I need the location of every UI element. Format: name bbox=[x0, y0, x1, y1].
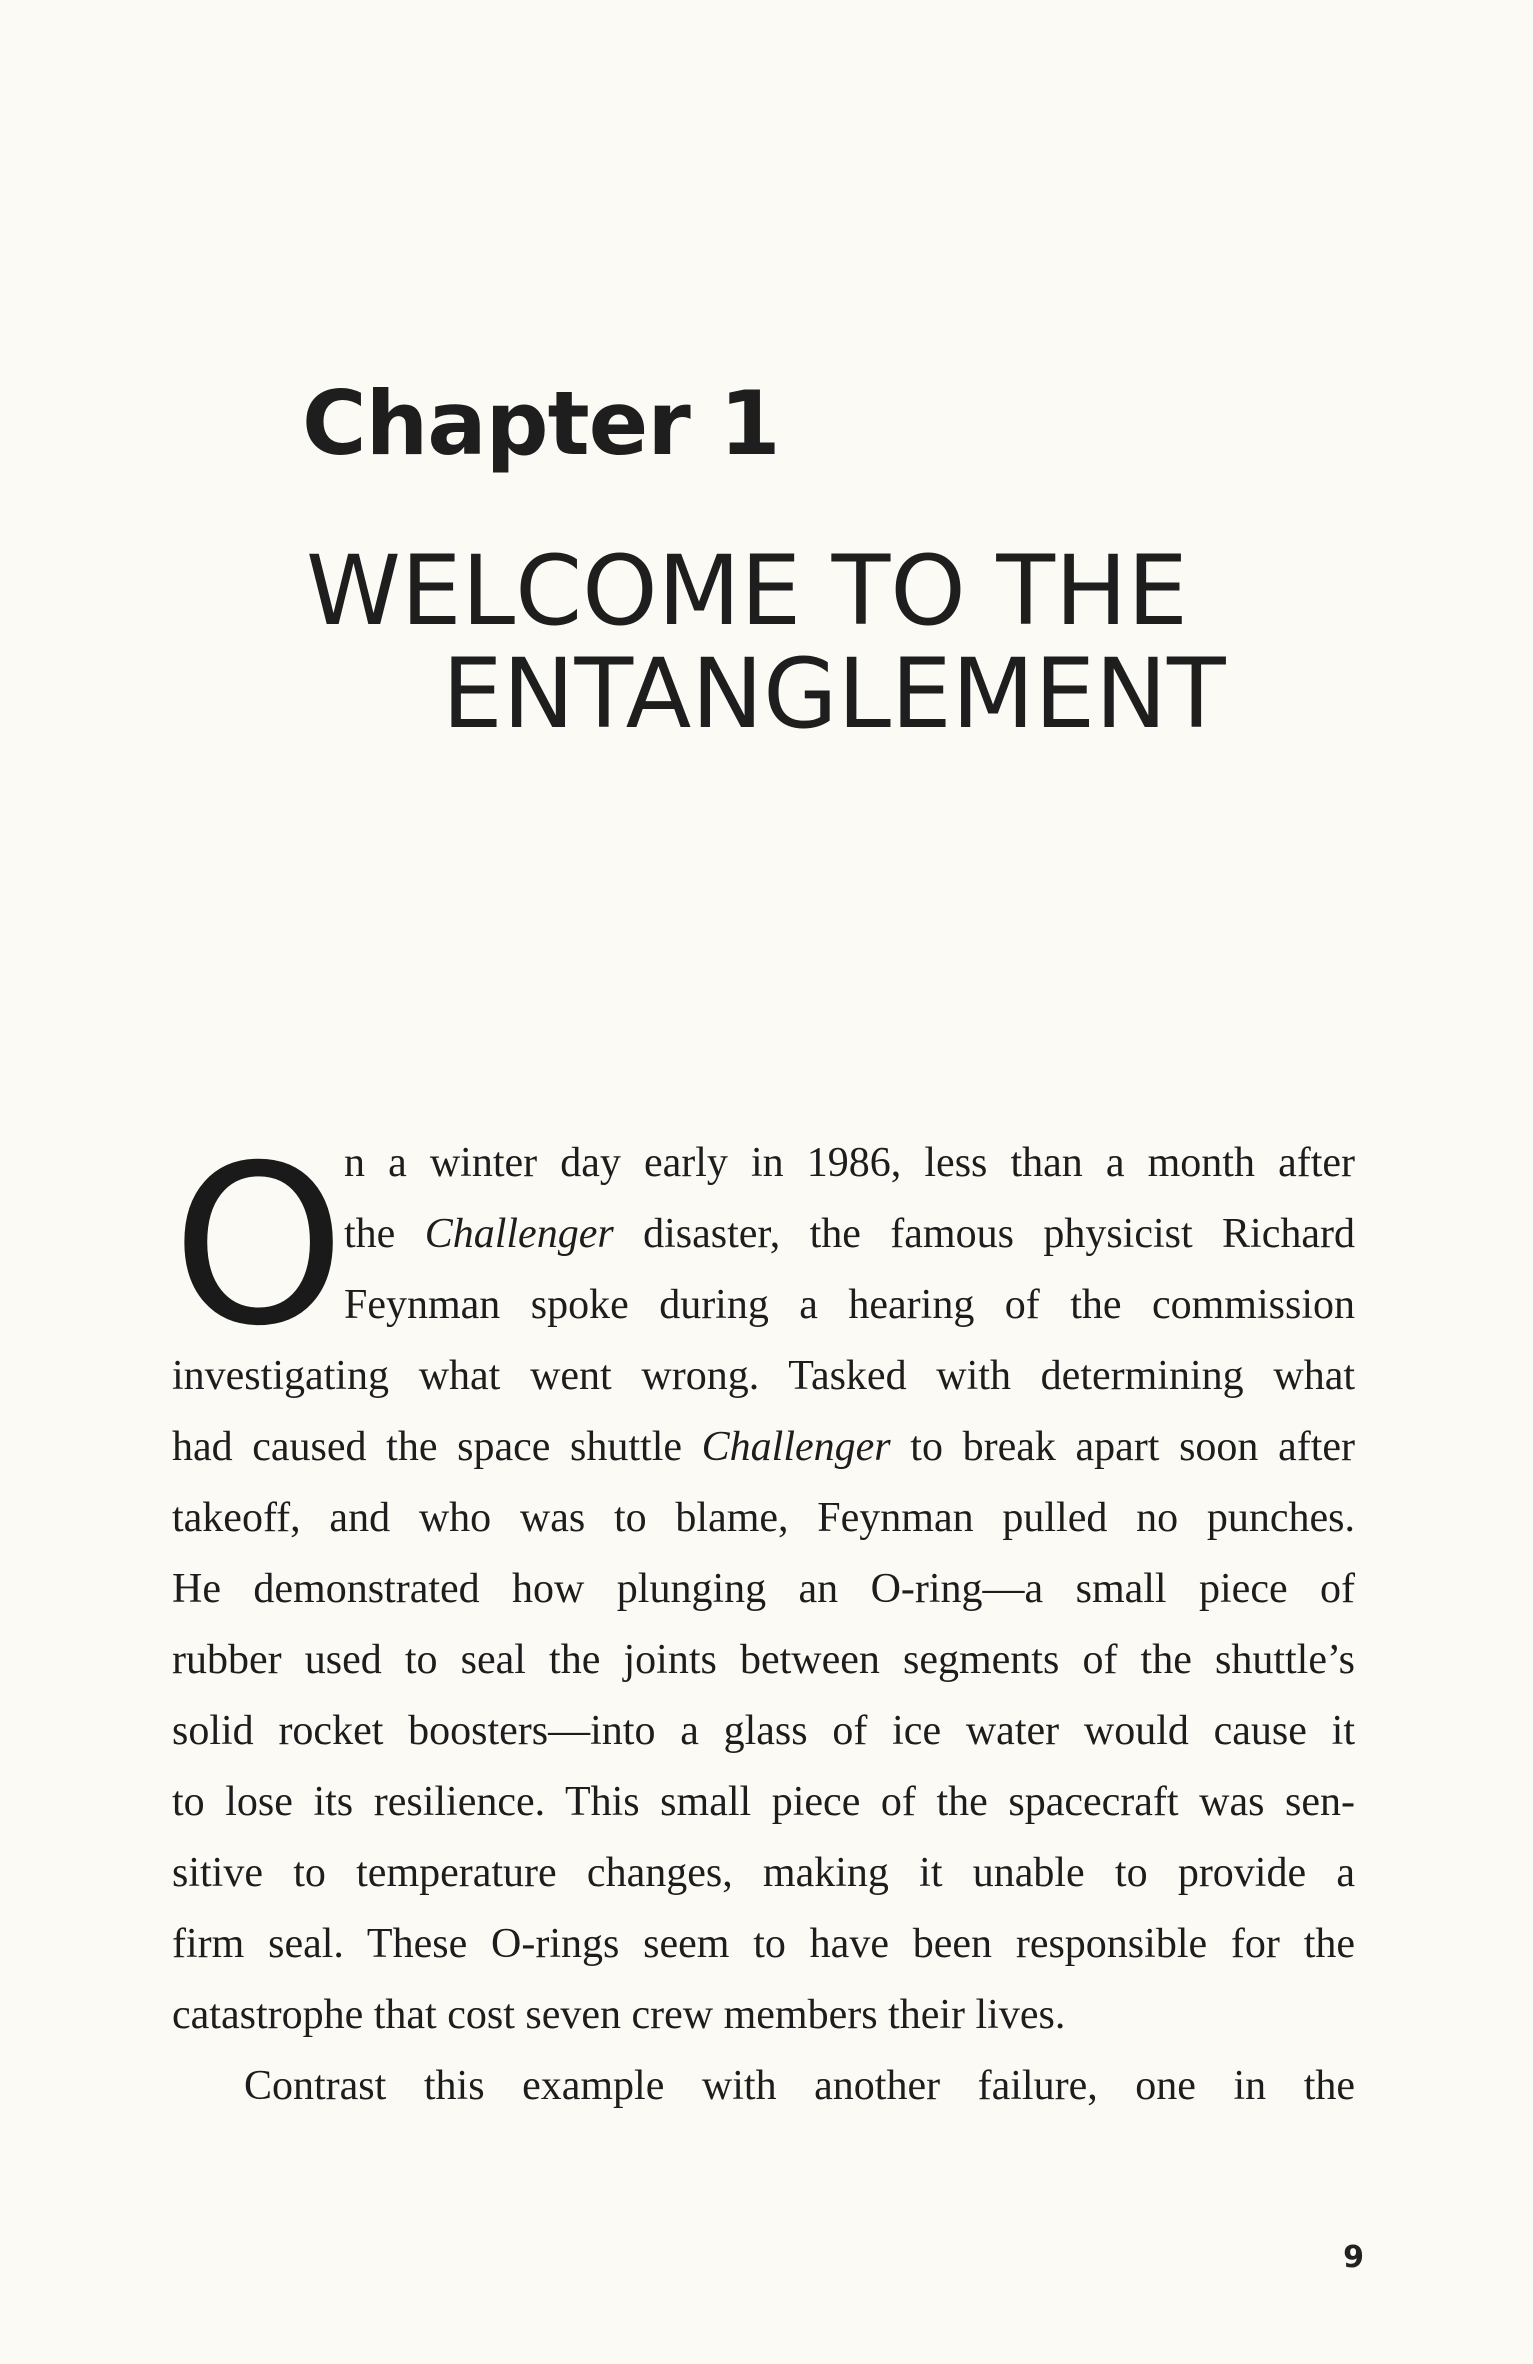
text-line: takeoff, and who was to blame, Feynman pulled no punches. bbox=[172, 1495, 1355, 1541]
page-number: 9 bbox=[1343, 2240, 1364, 2275]
text-line: to lose its resilience. This small piece of the spacecraft was sen- bbox=[172, 1779, 1355, 1825]
text-line: firm seal. These O-rings seem to have been responsible for the bbox=[172, 1921, 1355, 1967]
text-line: catastrophe that cost seven crew members their lives. bbox=[172, 1992, 1066, 2038]
text-line: n a winter day early in 1986, less than a month after bbox=[344, 1140, 1355, 1186]
text-line: had caused the space shuttle Challenger to break apart soon after bbox=[172, 1424, 1355, 1470]
italic-title: Challenger bbox=[701, 1424, 891, 1470]
text-line: Feynman spoke during a hearing of the commission bbox=[344, 1282, 1355, 1328]
italic-title: Challenger bbox=[424, 1211, 614, 1257]
chapter-title-line-2: ENTANGLEMENT bbox=[442, 637, 1226, 750]
drop-cap: O bbox=[172, 1118, 346, 1374]
chapter-title-line-1: WELCOME TO THE bbox=[306, 535, 1188, 647]
body-text bbox=[172, 1118, 1355, 2122]
text-line: the Challenger disaster, the famous physicist Richard bbox=[344, 1211, 1355, 1257]
text-line: solid rocket boosters—into a glass of ice water would cause it bbox=[172, 1708, 1355, 1754]
text-line: investigating what went wrong. Tasked with determining what bbox=[172, 1353, 1355, 1399]
chapter-label: Chapter 1 bbox=[302, 372, 780, 475]
text-line: He demonstrated how plunging an O-ring—a small piece of bbox=[172, 1566, 1355, 1612]
chapter-title bbox=[306, 535, 1226, 750]
text-line: sitive to temperature changes, making it unable to provide a bbox=[172, 1850, 1355, 1896]
text-line: Contrast this example with another failure, one in the bbox=[244, 2063, 1355, 2109]
text-line: rubber used to seal the joints between segments of the shuttle’s bbox=[172, 1637, 1355, 1683]
